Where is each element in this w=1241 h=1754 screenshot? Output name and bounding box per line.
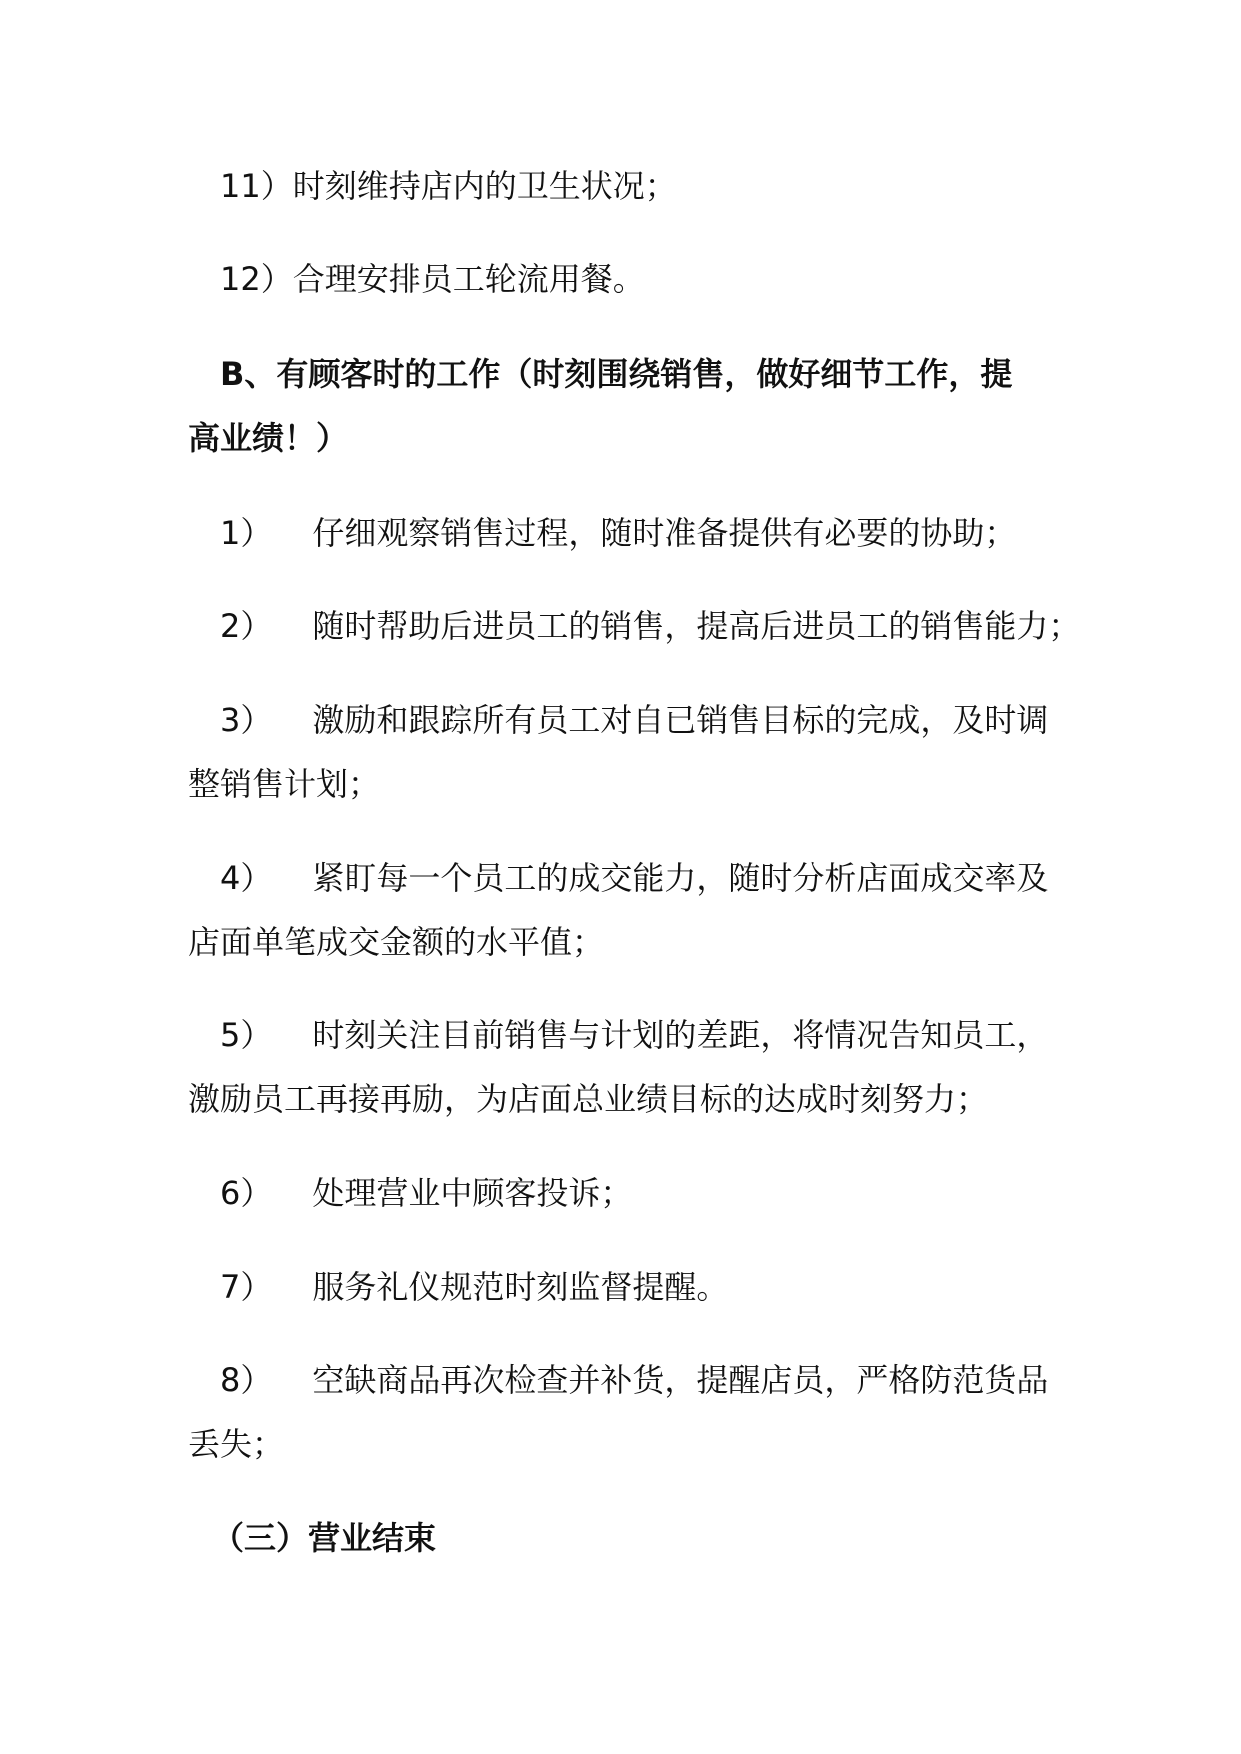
item-11: 11）时刻维持店内的卫生状况； — [220, 167, 677, 205]
list-item-6 — [220, 1173, 1120, 1213]
list-item-3-continued: 整销售计划； — [188, 765, 381, 803]
list-item-number: 4） — [220, 859, 273, 897]
list-item-text: 仔细观察销售过程，随时准备提供有必要的协助； — [312, 514, 1017, 552]
list-item-4 — [220, 858, 1120, 898]
list-item-text: 激励和跟踪所有员工对自已销售目标的完成，及时调 — [312, 701, 1049, 739]
list-item-text: 处理营业中顾客投诉； — [312, 1174, 633, 1212]
section-c-heading: （三）营业结束 — [212, 1519, 437, 1557]
list-item-number: 1） — [220, 514, 273, 552]
list-item-8-continued: 丢失； — [188, 1425, 285, 1463]
list-item-number: 3） — [220, 701, 273, 739]
list-item-number: 7） — [220, 1268, 273, 1306]
list-item-3 — [220, 700, 1120, 740]
list-item-8 — [220, 1360, 1120, 1400]
item-12: 12）合理安排员工轮流用餐。 — [220, 260, 645, 298]
list-item-4-continued: 店面单笔成交金额的水平值； — [188, 923, 605, 961]
list-item-text: 时刻关注目前销售与计划的差距，将情况告知员工， — [312, 1016, 1049, 1054]
list-item-text: 服务礼仪规范时刻监督提醒。 — [312, 1268, 729, 1306]
list-item-number: 5） — [220, 1016, 273, 1054]
list-item-2 — [220, 606, 1120, 646]
list-item-5 — [220, 1015, 1120, 1055]
list-item-text: 空缺商品再次检查并补货，提醒店员，严格防范货品 — [312, 1361, 1049, 1399]
list-item-text: 随时帮助后进员工的销售，提高后进员工的销售能力； — [312, 607, 1081, 645]
section-b-heading-line2: 高业绩！） — [188, 419, 349, 457]
list-item-number: 8） — [220, 1361, 273, 1399]
section-b-heading-line1: B、有顾客时的工作（时刻围绕销售，做好细节工作，提 — [220, 355, 1013, 393]
list-item-number: 6） — [220, 1174, 273, 1212]
list-item-5-continued: 激励员工再接再励，为店面总业绩目标的达成时刻努力； — [188, 1080, 989, 1118]
list-item-1 — [220, 513, 1120, 553]
list-item-number: 2） — [220, 607, 273, 645]
list-item-text: 紧盯每一个员工的成交能力，随时分析店面成交率及 — [312, 859, 1049, 897]
list-item-7 — [220, 1267, 1120, 1307]
